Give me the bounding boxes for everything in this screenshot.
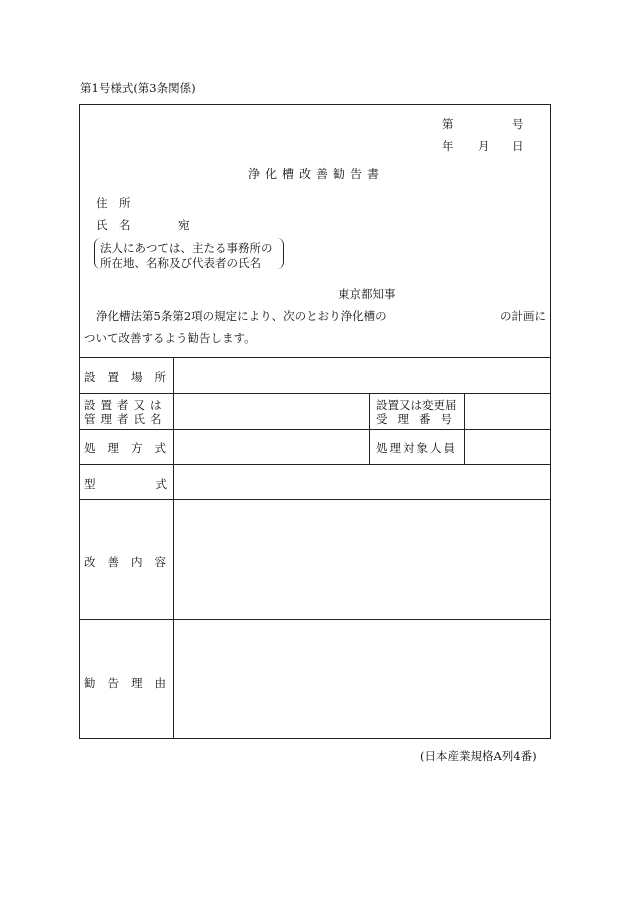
table-row-line [79,429,551,430]
paper-size-note: (日本産業規格A列4番) [420,749,537,763]
document-title: 浄化槽改善勧告書 [248,167,385,181]
label-method: 処理方式 [84,441,178,455]
label-owner-line2: 管理者氏名 [84,412,167,426]
table-mid-divider [369,393,370,464]
label-owner-line1: 設置者又は [84,398,167,412]
corporate-note-line1: 法人にあつては、主たる事務所の [100,241,273,255]
date-day: 日 [512,139,524,153]
label-reason: 勧告理由 [84,676,178,690]
table-row-line [79,464,551,465]
label-persons: 処理対象人員 [376,441,457,455]
number-suffix: 号 [512,117,524,131]
atena-label: 宛 [178,218,190,232]
number-prefix: 第 [442,117,454,131]
body-line2: ついて改善するよう勧告します。 [84,331,256,345]
corporate-note-line2: 所在地、名称及び代表者の氏名 [100,256,261,270]
label-location: 設置場所 [84,370,178,384]
form-number: 第1号様式(第3条関係) [80,81,196,95]
table-top-line [79,357,551,358]
label-model: 型式 [84,477,227,491]
name-label: 氏 名 [96,218,131,232]
table-row-line [79,619,551,620]
body-line1-start: 浄化槽法第5条第2項の規定により、次のとおり浄化槽の [96,309,387,323]
address-label: 住 所 [96,196,131,210]
label-improvement: 改善内容 [84,555,178,569]
table-mid-divider [464,393,465,464]
label-receipt-line1: 設置又は変更届 [376,398,457,412]
date-month: 月 [478,139,490,153]
table-row-line [79,393,551,394]
label-receipt-line2: 受理番号 [376,412,462,426]
table-row-line [79,499,551,500]
body-line1-end: の計画に [500,309,546,323]
date-year: 年 [442,139,454,153]
issuer-name: 東京都知事 [338,287,396,301]
